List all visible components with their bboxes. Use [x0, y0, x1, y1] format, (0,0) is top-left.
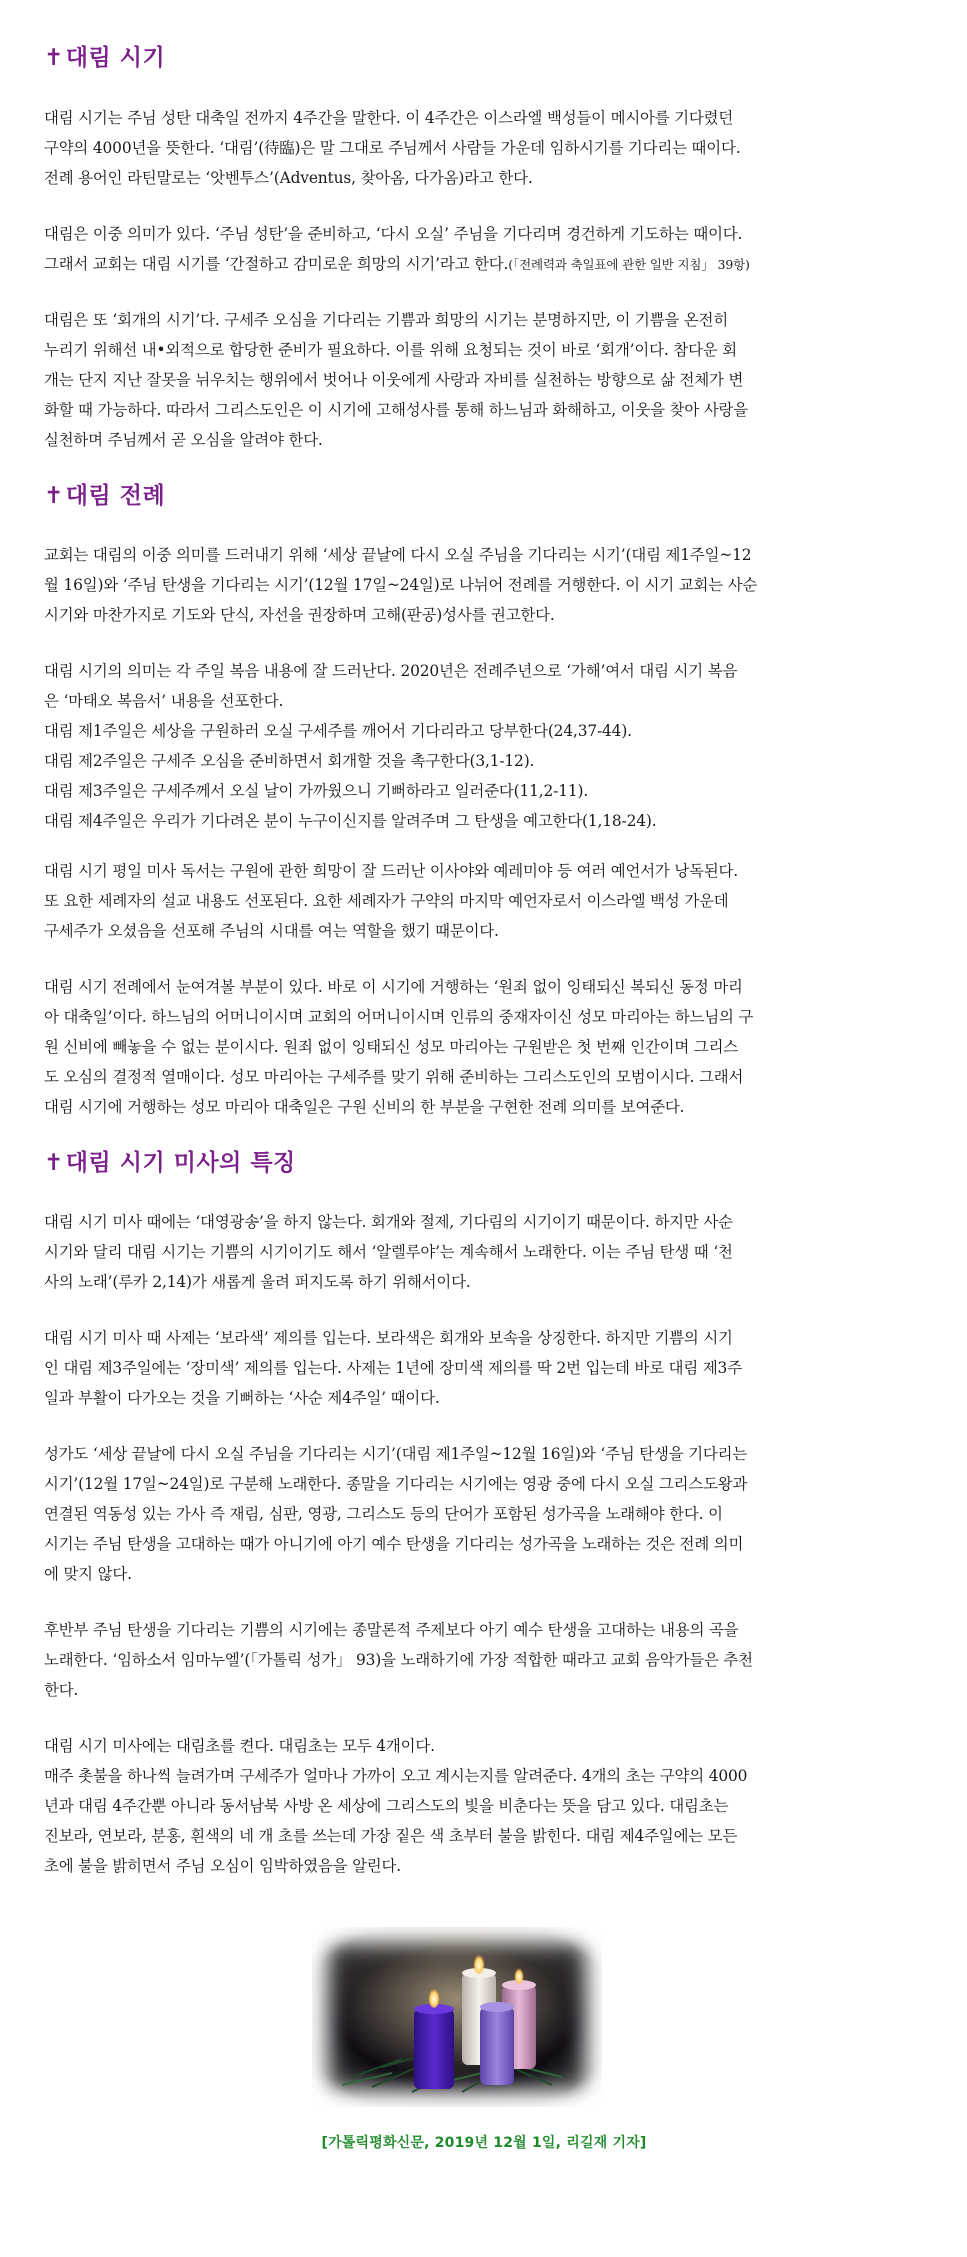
text-line: 대림은 또 ‘회개의 시기’다. 구세주 오심을 기다리는 기쁨과 희망의 시기는 분명하지만, 이 기쁨을 온전히: [44, 311, 729, 329]
text-line: 실천하며 주님께서 곧 오심을 알려야 한다.: [44, 431, 323, 449]
text-line: 구약의 4000년을 뜻한다. ‘대림’(待臨)은 말 그대로 주님께서 사람들 가운데 임하시기를 기다리는 때이다.: [44, 139, 741, 157]
advent-candles-illustration: [312, 1927, 602, 2107]
paragraph: [44, 305, 924, 455]
advent-wreath-photo: [312, 1927, 602, 2107]
paragraph: [44, 856, 924, 946]
flame-icon: [473, 1952, 485, 1974]
text-line: 시기는 주님 탄생을 고대하는 때가 아니기에 아기 예수 탄생을 기다리는 성가곡을 노래하는 것은 전례 의미: [44, 1535, 744, 1553]
text-line: 월 16일)와 ‘주님 탄생을 기다리는 시기’(12월 17일~24일)로 나뉘어 전례를 거행한다. 이 시기 교회는 사순: [44, 576, 758, 594]
dark-purple-candle: [414, 2009, 454, 2089]
paragraph: [44, 103, 924, 193]
paragraph: [44, 219, 924, 280]
text-line: 대림 제2주일은 구세주 오심을 준비하면서 회개할 것을 촉구한다(3,1-12).: [44, 752, 535, 770]
text-line: 시기’(12월 17일~24일)로 구분해 노래한다. 종말을 기다리는 시기에는 영광 중에 다시 오실 그리스도왕과: [44, 1475, 748, 1493]
text-line: 대림 시기 미사 때 사제는 ‘보라색’ 제의를 입는다. 보라색은 회개와 보속을 상징한다. 하지만 기쁨의 시기: [44, 1329, 733, 1347]
advent-wreath-candles-photo-icon: [312, 1927, 602, 2107]
text-line: 대림 시기 전례에서 눈여겨볼 부분이 있다. 바로 이 시기에 거행하는 ‘원죄 없이 잉태되신 복되신 동정 마리: [44, 978, 743, 996]
text-line: 년과 대림 4주간뿐 아니라 동서남북 사방 온 세상에 그리스도의 빛을 비춘다는 뜻을 담고 있다. 대림초는: [44, 1797, 729, 1815]
text-line: 교회는 대림의 이중 의미를 드러내기 위해 ‘세상 끝날에 다시 오실 주님을 기다리는 시기’(대림 제1주일~12: [44, 546, 752, 564]
text-line: 대림 제3주일은 구세주께서 오실 날이 가까웠으니 기뻐하라고 일러준다(11,2-11).: [44, 782, 589, 800]
text-line: 누리기 위해선 내•외적으로 합당한 준비가 필요하다. 이를 위해 요청되는 것이 바로 ‘회개’이다. 참다운 회: [44, 341, 737, 359]
text-line: 인 대림 제3주일에는 ‘장미색’ 제의를 입는다. 사제는 1년에 장미색 제의를 딱 2번 입는데 바로 대림 제3주: [44, 1359, 742, 1377]
text-line: 후반부 주님 탄생을 기다리는 기쁨의 시기에는 종말론적 주제보다 아기 예수 탄생을 고대하는 내용의 곡을: [44, 1621, 739, 1639]
section-heading-text: 대림 시기: [65, 45, 166, 71]
flame-icon: [428, 1986, 440, 2008]
text-line: 또 요한 세례자의 설교 내용도 선포된다. 요한 세례자가 구약의 마지막 예언자로서 이스라엘 백성 가운데: [44, 892, 729, 910]
text-line: 대림 제1주일은 세상을 구원하러 오실 구세주를 깨어서 기다리라고 당부한다(24,37-44).: [44, 722, 632, 740]
text-line: 노래한다. ‘임하소서 임마누엘’(「가톨릭 성가」 93)을 노래하기에 가장 적합한 때라고 교회 음악가들은 추천: [44, 1651, 753, 1669]
text-line: 대림 시기 미사 때에는 ‘대영광송’을 하지 않는다. 회개와 절제, 기다림의 시기이기 때문이다. 하지만 사순: [44, 1213, 733, 1231]
text-line-main: 그래서 교회는 대림 시기를 ‘간절하고 감미로운 희망의 시기’라고 한다.: [44, 255, 509, 273]
text-line: 화할 때 가능하다. 따라서 그리스도인은 이 시기에 고해성사를 통해 하느님과 화해하고, 이웃을 찾아 사랑을: [44, 401, 748, 419]
paragraph: [44, 656, 924, 836]
text-line: 전례 용어인 라틴말로는 ‘앗벤투스’(Adventus, 찾아옴, 다가옴)라고 한다.: [44, 169, 533, 187]
section-heading-advent-season: [44, 40, 165, 76]
flame-icon: [514, 1966, 524, 1984]
paragraph: [44, 1439, 924, 1589]
text-line: 연결된 역동성 있는 가사 즉 재림, 심판, 영광, 그리스도 등의 단어가 포함된 성가곡을 노래해야 한다. 이: [44, 1505, 723, 1523]
citation-note: (「전례력과 축일표에 관한 일반 지침」 39항): [508, 257, 750, 272]
text-line: 초에 불을 밝히면서 주님 오심이 임박하였음을 알린다.: [44, 1857, 401, 1875]
light-purple-candle: [480, 2007, 514, 2085]
text-line: 한다.: [44, 1681, 79, 1699]
paragraph: [44, 1323, 924, 1413]
cross-icon: ✝: [44, 1150, 64, 1176]
text-line: 아 대축일’이다. 하느님의 어머니이시며 교회의 어머니이시며 인류의 중재자이신 성모 마리아는 하느님의 구: [44, 1008, 754, 1026]
text-line: 개는 단지 지난 잘못을 뉘우치는 행위에서 벗어나 이웃에게 사랑과 자비를 실천하는 방향으로 삶 전체가 변: [44, 371, 744, 389]
text-line: 구세주가 오셨음을 선포해 주님의 시대를 여는 역할을 했기 때문이다.: [44, 922, 499, 940]
text-line: 진보라, 연보라, 분홍, 흰색의 네 개 초를 쓰는데 가장 짙은 색 초부터 불을 밝힌다. 대림 제4주일에는 모든: [44, 1827, 738, 1845]
cross-icon: ✝: [44, 45, 64, 71]
text-line: 도 오심의 결정적 열매이다. 성모 마리아는 구세주를 맞기 위해 준비하는 그리스도인의 모범이시다. 그래서: [44, 1068, 744, 1086]
cross-icon: ✝: [44, 483, 64, 509]
paragraph: [44, 1207, 924, 1297]
section-heading-text: 대림 전례: [65, 483, 166, 509]
text-line: 매주 촛불을 하나씩 늘려가며 구세주가 얼마나 가까이 오고 계시는지를 알려준다. 4개의 초는 구약의 4000: [44, 1767, 748, 1785]
text-line: [44, 249, 924, 280]
text-line: 시기와 달리 대림 시기는 기쁨의 시기이기도 해서 ‘알렐루야’는 계속해서 노래한다. 이는 주님 탄생 때 ‘천: [44, 1243, 733, 1261]
text-line: 대림 제4주일은 우리가 기다려온 분이 누구이신지를 알려주며 그 탄생을 예고한다(1,18-24).: [44, 812, 657, 830]
paragraph: [44, 1615, 924, 1705]
text-line: 대림 시기 미사에는 대림초를 켠다. 대림초는 모두 4개이다.: [44, 1737, 435, 1755]
text-line: 대림 시기 평일 미사 독서는 구원에 관한 희망이 잘 드러난 이사야와 예레미야 등 여러 예언서가 낭독된다.: [44, 862, 739, 880]
paragraph: [44, 540, 924, 630]
paragraph: [44, 1731, 924, 1881]
text-line: 대림 시기의 의미는 각 주일 복음 내용에 잘 드러난다. 2020년은 전례주년으로 ‘가해’여서 대림 시기 복음: [44, 662, 738, 680]
text-line: 일과 부활이 다가오는 것을 기뻐하는 ‘사순 제4주일’ 때이다.: [44, 1389, 440, 1407]
section-heading-text: 대림 시기 미사의 특징: [65, 1150, 296, 1176]
text-line: 대림 시기에 거행하는 성모 마리아 대축일은 구원 신비의 한 부분을 구현한 전례 의미를 보여준다.: [44, 1098, 685, 1116]
text-line: 은 ‘마태오 복음서’ 내용을 선포한다.: [44, 692, 284, 710]
text-line: 에 맞지 않다.: [44, 1565, 132, 1583]
section-heading-advent-mass: [44, 1145, 296, 1181]
photo-caption: [가톨릭평화신문, 2019년 12월 1일, 리길재 기자]: [321, 2135, 647, 2151]
text-line: 시기와 마찬가지로 기도와 단식, 자선을 권장하며 고해(판공)성사를 권고한다.: [44, 606, 555, 624]
text-line: 성가도 ‘세상 끝날에 다시 오실 주님을 기다리는 시기’(대림 제1주일~12월 16일)와 ‘주님 탄생을 기다리는: [44, 1445, 748, 1463]
text-line: 대림 시기는 주님 성탄 대축일 전까지 4주간을 말한다. 이 4주간은 이스라엘 백성들이 메시아를 기다렸던: [44, 109, 734, 127]
text-line: 원 신비에 빼놓을 수 없는 분이시다. 원죄 없이 잉태되신 성모 마리아는 구원받은 첫 번째 인간이며 그리스: [44, 1038, 739, 1056]
paragraph: [44, 972, 924, 1122]
text-line: 대림은 이중 의미가 있다. ‘주님 성탄’을 준비하고, ‘다시 오실’ 주님을 기다리며 경건하게 기도하는 때이다.: [44, 225, 743, 243]
section-heading-advent-liturgy: [44, 478, 165, 514]
text-line: 사의 노래’(루카 2,14)가 새롭게 울려 퍼지도록 하기 위해서이다.: [44, 1273, 471, 1291]
